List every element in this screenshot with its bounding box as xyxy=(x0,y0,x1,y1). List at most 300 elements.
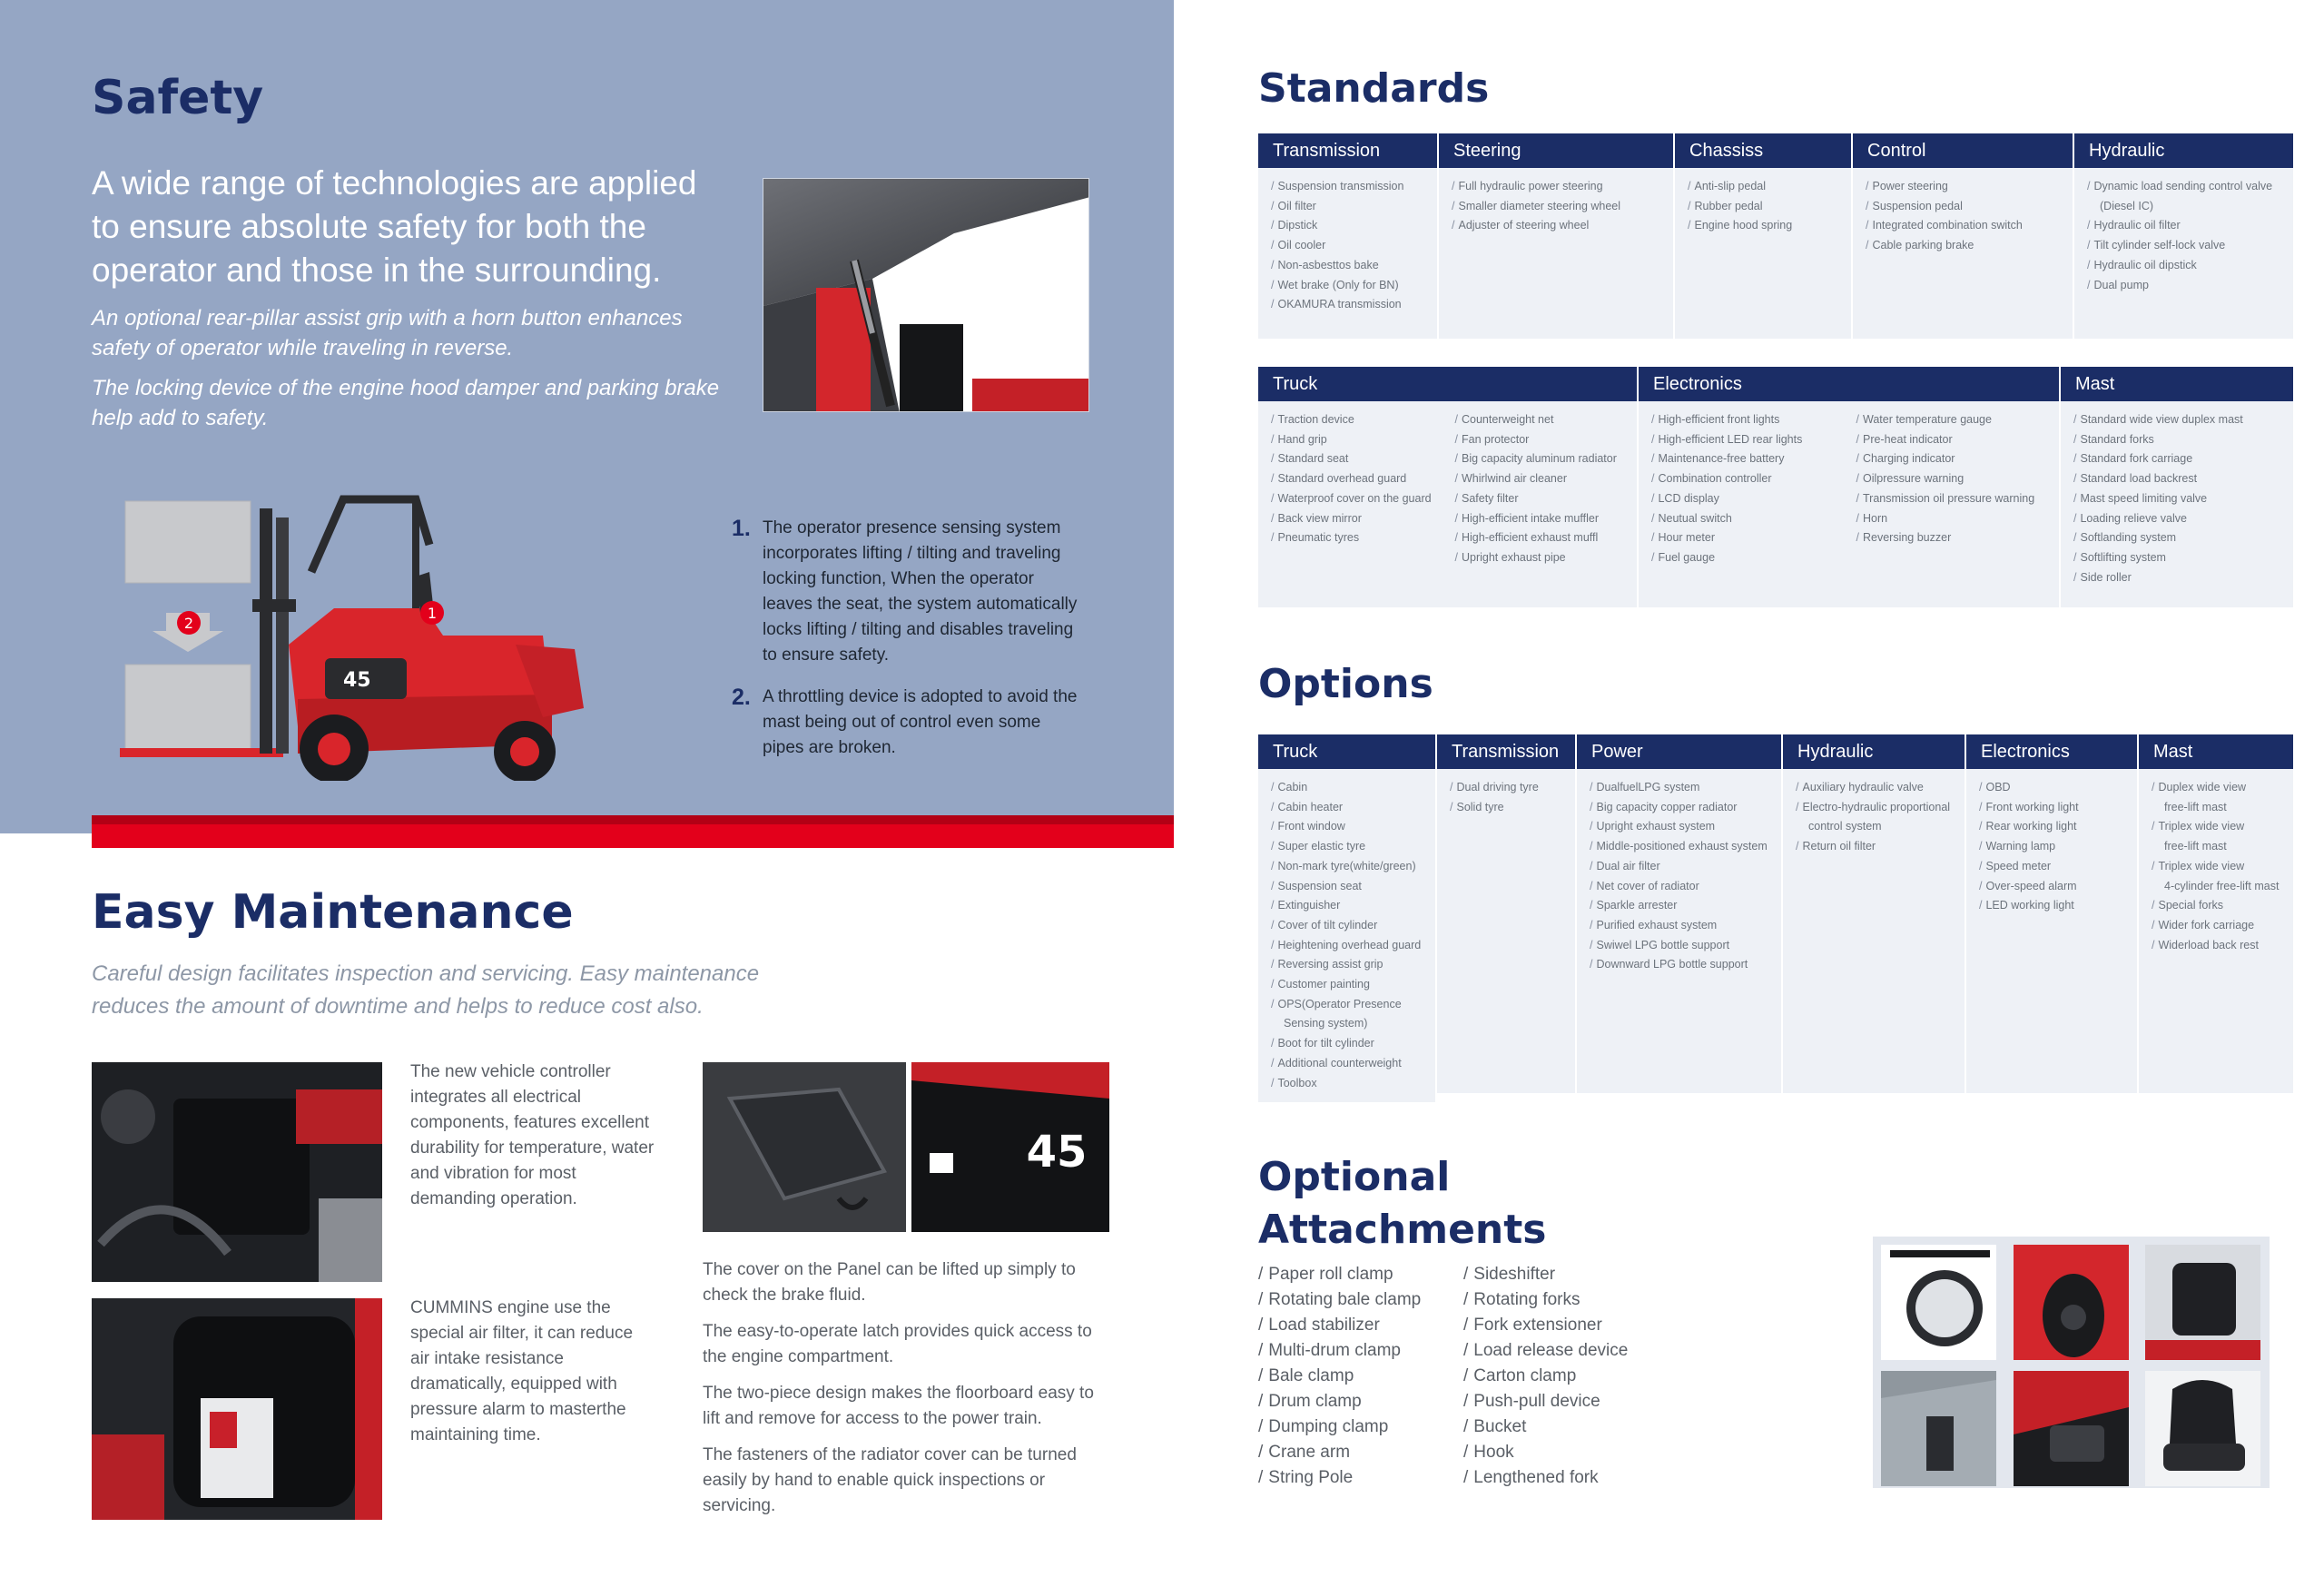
attachment-item xyxy=(1258,1440,1421,1465)
table-list-item-text: Boot for tilt cylinder xyxy=(1277,1037,1374,1050)
table-list-item-text: High-efficient intake muffler xyxy=(1461,511,1599,525)
table-header-electronics: Electronics xyxy=(1966,734,2137,769)
slash-bullet: / xyxy=(2073,432,2077,446)
table-list-item xyxy=(1856,430,2049,450)
slash-bullet: / xyxy=(1856,491,1859,505)
panel-badge-number: 45 xyxy=(1026,1127,1088,1178)
table-list-item xyxy=(1979,817,2126,837)
table-list-item-text: Rubber pedal xyxy=(1694,199,1763,212)
options-col-electronics xyxy=(1966,734,2139,1093)
table-list-item xyxy=(1856,410,2049,430)
slash-bullet: / xyxy=(1271,491,1275,505)
slash-bullet: / xyxy=(1258,1443,1264,1462)
standards-col-steering xyxy=(1439,133,1675,339)
gallery-photo-mirror xyxy=(1881,1245,1996,1360)
table-list-item-text: Hour meter xyxy=(1658,531,1716,545)
easy-maintenance-title: Easy Maintenance xyxy=(92,885,574,940)
table-list-item xyxy=(1590,955,1770,975)
standards-table-row2 xyxy=(1258,367,2293,607)
table-list-item-text: Power steering xyxy=(1872,180,1948,192)
table-list-item-text: Transmission oil pressure warning xyxy=(1862,491,2035,505)
slash-bullet: / xyxy=(1856,432,1859,446)
table-list-item-text: Front working light xyxy=(1985,800,2079,813)
table-list-item-text: Big capacity copper radiator xyxy=(1596,800,1738,813)
slash-bullet: / xyxy=(2087,258,2091,271)
standards-col-transmission xyxy=(1258,133,1439,339)
table-list-item-text: Heightening overhead guard xyxy=(1277,938,1422,951)
table-list-item-text: Non-mark tyre(white/green) xyxy=(1277,859,1416,872)
slash-bullet: / xyxy=(1271,978,1275,991)
table-item-list xyxy=(1651,410,1844,598)
table-body xyxy=(2061,401,2293,607)
slash-bullet: / xyxy=(1651,531,1655,545)
slash-bullet: / xyxy=(1590,918,1593,931)
table-list-item-text: Downward LPG bottle support xyxy=(1596,958,1748,971)
table-header-transmission: Transmission xyxy=(1258,133,1437,168)
slash-bullet: / xyxy=(1590,840,1593,853)
table-list-item-text: Widerload back rest xyxy=(2158,938,2259,951)
table-list-item xyxy=(2073,449,2282,469)
attachment-item-text: Rotating bale clamp xyxy=(1268,1290,1422,1309)
table-list-item xyxy=(1455,548,1627,568)
slash-bullet: / xyxy=(1271,511,1275,525)
slash-bullet: / xyxy=(1258,1468,1264,1487)
slash-bullet: / xyxy=(1463,1468,1469,1487)
forklift-model-number: 45 xyxy=(343,669,371,692)
table-list-item-text: Middle-positioned exhaust system xyxy=(1596,840,1768,853)
slash-bullet: / xyxy=(1271,298,1275,311)
slash-bullet: / xyxy=(1271,840,1275,853)
table-list-item-text: High-efficient LED rear lights xyxy=(1658,432,1803,446)
table-list-item-text: Duplex wide view xyxy=(2158,781,2247,793)
slash-bullet: / xyxy=(1454,511,1458,525)
table-list-item-text: Upright exhaust pipe xyxy=(1461,550,1566,564)
slash-bullet: / xyxy=(1856,413,1859,426)
table-list-item-text: Engine hood spring xyxy=(1694,219,1793,232)
slash-bullet: / xyxy=(2087,219,2091,232)
table-list-item xyxy=(1271,295,1426,315)
table-item-list xyxy=(1796,778,1954,1084)
table-list-item xyxy=(1271,798,1424,818)
table-list-item-text: Upright exhaust system xyxy=(1596,820,1716,833)
table-list-item-text: Mast speed limiting valve xyxy=(2080,491,2208,505)
table-list-item xyxy=(1455,410,1627,430)
slash-bullet: / xyxy=(1463,1366,1469,1385)
table-list-item xyxy=(1796,778,1954,798)
slash-bullet: / xyxy=(1866,219,1869,232)
slash-bullet: / xyxy=(1463,1341,1469,1360)
table-list-item xyxy=(1271,857,1424,877)
table-list-item-continued xyxy=(2152,877,2282,897)
panel-cover-photo xyxy=(703,1062,906,1232)
slash-bullet: / xyxy=(1856,511,1859,525)
table-list-item-text: Suspension seat xyxy=(1277,879,1362,892)
table-list-item xyxy=(1590,916,1770,936)
table-list-item xyxy=(2152,817,2282,837)
table-list-item-text: Reversing buzzer xyxy=(1862,531,1952,545)
slash-bullet: / xyxy=(1866,239,1869,252)
slash-bullet: / xyxy=(2073,491,2077,505)
slash-bullet: / xyxy=(1271,432,1275,446)
slash-bullet: / xyxy=(1271,452,1275,466)
table-list-item xyxy=(1651,410,1844,430)
table-list-item-text: Waterproof cover on the guard xyxy=(1277,491,1432,505)
table-list-item xyxy=(2087,256,2282,276)
attachment-item-text: Sideshifter xyxy=(1473,1265,1556,1284)
slash-bullet: / xyxy=(1856,472,1859,486)
slash-bullet: / xyxy=(1454,452,1458,466)
table-list-item xyxy=(1866,197,2062,217)
table-list-item xyxy=(1856,509,2049,529)
table-list-item xyxy=(2152,936,2282,956)
attachment-item-text: Hook xyxy=(1473,1443,1514,1462)
table-header-power: Power xyxy=(1577,734,1781,769)
table-item-list xyxy=(1455,410,1627,598)
attachment-item xyxy=(1463,1389,1628,1414)
safety-point-number: 1. xyxy=(732,516,751,541)
table-list-item-text: Water temperature gauge xyxy=(1862,413,1992,426)
slash-bullet: / xyxy=(1271,219,1275,232)
marker-2: 2 xyxy=(183,615,194,632)
slash-bullet: / xyxy=(1271,1076,1275,1089)
table-list-item-text: Cable parking brake xyxy=(1872,239,1974,252)
table-body xyxy=(1966,769,2137,1093)
slash-bullet: / xyxy=(1454,413,1458,426)
attachment-item-text: Rotating forks xyxy=(1473,1290,1581,1309)
table-list-item-text: Return oil filter xyxy=(1802,840,1876,853)
table-body xyxy=(1577,769,1781,1093)
table-list-item xyxy=(2073,509,2282,529)
slash-bullet: / xyxy=(1454,432,1458,446)
attachment-item-text: Multi-drum clamp xyxy=(1268,1341,1401,1360)
table-list-item-text: Big capacity aluminum radiator xyxy=(1461,452,1617,466)
table-list-item xyxy=(1271,896,1424,916)
table-list-item xyxy=(2073,568,2282,588)
slash-bullet: / xyxy=(1590,820,1593,833)
table-header-truck: Truck xyxy=(1258,367,1637,401)
table-list-item-text: Dual air filter xyxy=(1596,859,1660,872)
slash-bullet: / xyxy=(1454,531,1458,545)
slash-bullet: / xyxy=(1463,1443,1469,1462)
table-list-item-continued xyxy=(1271,1014,1424,1034)
table-list-item xyxy=(2073,489,2282,509)
slash-bullet: / xyxy=(2152,820,2155,833)
slash-bullet: / xyxy=(1796,781,1799,793)
table-list-item xyxy=(1455,509,1627,529)
slash-bullet: / xyxy=(1271,180,1275,192)
slash-bullet: / xyxy=(1271,997,1275,1010)
table-list-item-text: Anti-slip pedal xyxy=(1694,180,1766,192)
table-list-item-text: Special forks xyxy=(2158,899,2224,912)
slash-bullet: / xyxy=(1271,781,1275,793)
attachment-item-text: Dumping clamp xyxy=(1268,1417,1389,1436)
table-list-item-continued xyxy=(2152,837,2282,857)
table-list-item xyxy=(1651,469,1844,489)
table-list-item-text: Dual pump xyxy=(2093,278,2149,291)
table-list-item xyxy=(2087,236,2282,256)
table-list-item xyxy=(2152,896,2282,916)
attachment-item xyxy=(1463,1287,1628,1313)
attachment-item-text: Paper roll clamp xyxy=(1268,1265,1393,1284)
table-item-list xyxy=(1688,177,1840,330)
slash-bullet: / xyxy=(1651,413,1655,426)
table-list-item xyxy=(1651,528,1844,548)
panel-badge-photo xyxy=(911,1062,1109,1232)
table-list-item-text: Cabin xyxy=(1277,781,1308,793)
slash-bullet: / xyxy=(2073,550,2077,564)
slash-bullet: / xyxy=(1271,472,1275,486)
table-list-item xyxy=(1271,469,1443,489)
slash-bullet: / xyxy=(1271,1056,1275,1069)
table-list-item xyxy=(1979,837,2126,857)
table-list-item-text: Safety filter xyxy=(1461,491,1519,505)
table-list-item-text: Side roller xyxy=(2080,570,2132,584)
options-col-power xyxy=(1577,734,1783,1093)
table-list-item xyxy=(1271,1034,1424,1054)
table-body xyxy=(1258,401,1637,607)
optional-attachments-title-line2: Attachments xyxy=(1258,1207,1547,1253)
attachment-item xyxy=(1258,1262,1421,1287)
safety-lead-text: A wide range of technologies are applied to ensure absolute safety for both the operator and those in the surrounding. xyxy=(92,164,697,289)
options-col-truck xyxy=(1258,734,1437,1093)
attachment-item-text: Fork extensioner xyxy=(1473,1316,1602,1335)
slash-bullet: / xyxy=(1258,1290,1264,1309)
attachment-item-text: Crane arm xyxy=(1268,1443,1351,1462)
slash-bullet: / xyxy=(1866,180,1869,192)
table-item-list xyxy=(2087,177,2282,330)
maintenance-details xyxy=(703,1257,1111,1530)
standards-col-mast xyxy=(2061,367,2293,607)
standards-col-chassiss xyxy=(1675,133,1853,339)
maintenance-detail: The two-piece design makes the floorboard easy to lift and remove for access to the power train. xyxy=(703,1384,1094,1428)
table-list-item xyxy=(2073,548,2282,568)
table-list-item-text: Suspension transmission xyxy=(1277,180,1404,192)
table-list-item-text: Triplex wide view xyxy=(2158,859,2245,872)
table-body xyxy=(1258,168,1437,339)
slash-bullet: / xyxy=(1590,938,1593,951)
table-list-item-text: DualfuelLPG system xyxy=(1596,781,1700,793)
table-list-item xyxy=(1866,177,2062,197)
attachment-item-text: Drum clamp xyxy=(1268,1392,1362,1411)
table-list-item xyxy=(1796,798,1954,818)
table-list-item-text: Purified exhaust system xyxy=(1596,918,1718,931)
table-list-item xyxy=(1590,798,1770,818)
gallery-photo-suspension-seat xyxy=(2145,1371,2260,1486)
table-list-item xyxy=(1450,798,1564,818)
table-list-item xyxy=(1271,177,1426,197)
table-list-item xyxy=(1455,528,1627,548)
attachment-item xyxy=(1258,1414,1421,1440)
table-list-item-text: Fuel gauge xyxy=(1658,550,1716,564)
optional-attachments-title xyxy=(1258,1151,1546,1257)
attachments-photo-gallery xyxy=(1873,1237,2270,1488)
attachment-item xyxy=(1463,1364,1628,1389)
table-list-item-text: Standard forks xyxy=(2080,432,2154,446)
slash-bullet: / xyxy=(1450,800,1453,813)
attachment-item xyxy=(1463,1262,1628,1287)
table-list-item-text: (Diesel IC) xyxy=(2100,199,2154,212)
table-body xyxy=(1783,769,1965,1093)
table-list-item xyxy=(1455,489,1627,509)
table-list-item-text: High-efficient exhaust muffl xyxy=(1461,531,1599,545)
slash-bullet: / xyxy=(1454,472,1458,486)
table-list-item-text: Loading relieve valve xyxy=(2080,511,2187,525)
table-list-item xyxy=(1452,216,1662,236)
slash-bullet: / xyxy=(1979,840,1983,853)
table-list-item xyxy=(1979,896,2126,916)
attachment-item-text: Carton clamp xyxy=(1473,1366,1577,1385)
table-body xyxy=(1853,168,2073,339)
table-list-item xyxy=(1590,896,1770,916)
safety-title: Safety xyxy=(92,71,264,125)
table-list-item xyxy=(1271,509,1443,529)
table-list-item-text: Hydraulic oil filter xyxy=(2093,219,2181,232)
maintenance-detail: The fasteners of the radiator cover can be turned easily by hand to enable quick inspections or servicing. xyxy=(703,1445,1077,1515)
slash-bullet: / xyxy=(1271,1037,1275,1050)
table-list-item-text: Sensing system) xyxy=(1284,1017,1368,1030)
slash-bullet: / xyxy=(1796,800,1799,813)
table-item-list xyxy=(1271,778,1424,1093)
table-list-item xyxy=(1688,197,1840,217)
table-list-item xyxy=(1796,837,1954,857)
table-list-item-text: High-efficient front lights xyxy=(1658,413,1780,426)
slash-bullet: / xyxy=(1452,180,1455,192)
slash-bullet: / xyxy=(1463,1392,1469,1411)
table-list-item xyxy=(1651,430,1844,450)
table-list-item xyxy=(2073,469,2282,489)
slash-bullet: / xyxy=(1688,180,1691,192)
table-list-item-text: Net cover of radiator xyxy=(1596,879,1699,892)
slash-bullet: / xyxy=(1258,1265,1264,1284)
slash-bullet: / xyxy=(1271,958,1275,971)
standards-title: Standards xyxy=(1258,65,1490,112)
slash-bullet: / xyxy=(1271,413,1275,426)
table-item-list xyxy=(1866,177,2062,330)
table-item-list xyxy=(1856,410,2049,598)
slash-bullet: / xyxy=(1979,820,1983,833)
optional-attachments-title-line1: Optional xyxy=(1258,1154,1451,1200)
table-list-item-text: Neutual switch xyxy=(1658,511,1732,525)
table-list-item-text: Suspension pedal xyxy=(1872,199,1963,212)
table-list-item-text: Wider fork carriage xyxy=(2158,918,2255,931)
slash-bullet: / xyxy=(1258,1392,1264,1411)
table-list-item xyxy=(1866,236,2062,256)
gallery-photo-floorboard xyxy=(2014,1371,2129,1486)
slash-bullet: / xyxy=(1688,219,1691,232)
table-list-item xyxy=(1856,449,2049,469)
attachment-item-text: Lengthened fork xyxy=(1473,1468,1599,1487)
slash-bullet: / xyxy=(1258,1316,1264,1335)
attachment-item xyxy=(1463,1440,1628,1465)
table-list-item-text: Oil cooler xyxy=(1277,239,1326,252)
slash-bullet: / xyxy=(2152,918,2155,931)
table-item-list xyxy=(1450,778,1564,1084)
table-list-item-text: Non-asbesttos bake xyxy=(1277,258,1379,271)
table-list-item xyxy=(1651,509,1844,529)
table-list-item xyxy=(2087,276,2282,296)
table-list-item xyxy=(1590,817,1770,837)
slash-bullet: / xyxy=(2152,859,2155,872)
table-header-hydraulic: Hydraulic xyxy=(1783,734,1965,769)
slash-bullet: / xyxy=(2073,531,2077,545)
cummins-engine-photo xyxy=(92,1298,382,1520)
table-list-item-text: Sparkle arrester xyxy=(1596,899,1678,912)
table-list-item-text: Standard fork carriage xyxy=(2080,452,2193,466)
table-list-item xyxy=(1271,837,1424,857)
table-list-item xyxy=(1271,276,1426,296)
table-list-item-text: Fan protector xyxy=(1461,432,1530,446)
table-list-item xyxy=(1452,177,1662,197)
slash-bullet: / xyxy=(1463,1316,1469,1335)
gallery-photo-seat xyxy=(2145,1245,2260,1360)
table-list-item-text: free-lift mast xyxy=(2164,800,2227,813)
table-list-item-text: Reversing assist grip xyxy=(1277,958,1384,971)
table-list-item-text: Solid tyre xyxy=(1456,800,1504,813)
table-list-item-text: Pre-heat indicator xyxy=(1862,432,1953,446)
standards-col-truck xyxy=(1258,367,1639,607)
maintenance-detail: The easy-to-operate latch provides quick access to the engine compartment. xyxy=(703,1322,1092,1366)
table-item-list xyxy=(1590,778,1770,1084)
table-list-item xyxy=(1856,528,2049,548)
slash-bullet: / xyxy=(2073,413,2077,426)
attachments-list-right xyxy=(1463,1262,1628,1491)
table-list-item xyxy=(1271,449,1443,469)
slash-bullet: / xyxy=(2152,938,2155,951)
table-list-item-text: Triplex wide view xyxy=(2158,820,2245,833)
table-list-item-text: Standard seat xyxy=(1277,452,1349,466)
table-list-item xyxy=(1271,916,1424,936)
slash-bullet: / xyxy=(1979,879,1983,892)
attachment-item-text: Bale clamp xyxy=(1268,1366,1354,1385)
table-list-item-text: Combination controller xyxy=(1658,472,1772,486)
table-list-item xyxy=(1271,216,1426,236)
slash-bullet: / xyxy=(1271,899,1275,912)
slash-bullet: / xyxy=(1271,859,1275,872)
table-list-item-text: Pneumatic tyres xyxy=(1277,531,1360,545)
table-header-electronics: Electronics xyxy=(1639,367,2059,401)
slash-bullet: / xyxy=(1590,781,1593,793)
table-list-item-continued xyxy=(1796,817,1954,837)
engine-description: CUMMINS engine use the special air filter, it can reduce air intake resistance dramatically, equipped with pressure alarm to masterthe maintaining time. xyxy=(410,1298,634,1444)
table-list-item-text: Dynamic load sending control valve xyxy=(2093,180,2273,192)
table-header-truck: Truck xyxy=(1258,734,1435,769)
attachment-item-text: String Pole xyxy=(1268,1468,1354,1487)
table-list-item-text: Auxiliary hydraulic valve xyxy=(1802,781,1924,793)
table-body xyxy=(1439,168,1673,339)
table-list-item xyxy=(1271,528,1443,548)
attachment-item xyxy=(1258,1465,1421,1491)
options-table xyxy=(1258,734,2293,1093)
gallery-photo-grip xyxy=(2014,1245,2129,1360)
attachments-list-left xyxy=(1258,1262,1421,1491)
table-list-item xyxy=(1979,877,2126,897)
table-header-mast: Mast xyxy=(2139,734,2293,769)
table-list-item-text: Speed meter xyxy=(1985,859,2052,872)
table-item-list xyxy=(1452,177,1662,330)
table-list-item-text: Dipstick xyxy=(1277,219,1318,232)
table-list-item-text: Electro-hydraulic proportional xyxy=(1802,800,1951,813)
slash-bullet: / xyxy=(1651,511,1655,525)
table-list-item-text: 4-cylinder free-lift mast xyxy=(2164,879,2280,892)
table-list-item xyxy=(2073,430,2282,450)
safety-points-list xyxy=(732,516,1086,777)
table-list-item xyxy=(2087,216,2282,236)
standards-table-row1 xyxy=(1258,133,2293,339)
table-list-item-text: Cabin heater xyxy=(1277,800,1344,813)
table-list-item xyxy=(1271,197,1426,217)
table-list-item-text: OKAMURA transmission xyxy=(1277,298,1402,311)
table-list-item-text: Integrated combination switch xyxy=(1872,219,2023,232)
